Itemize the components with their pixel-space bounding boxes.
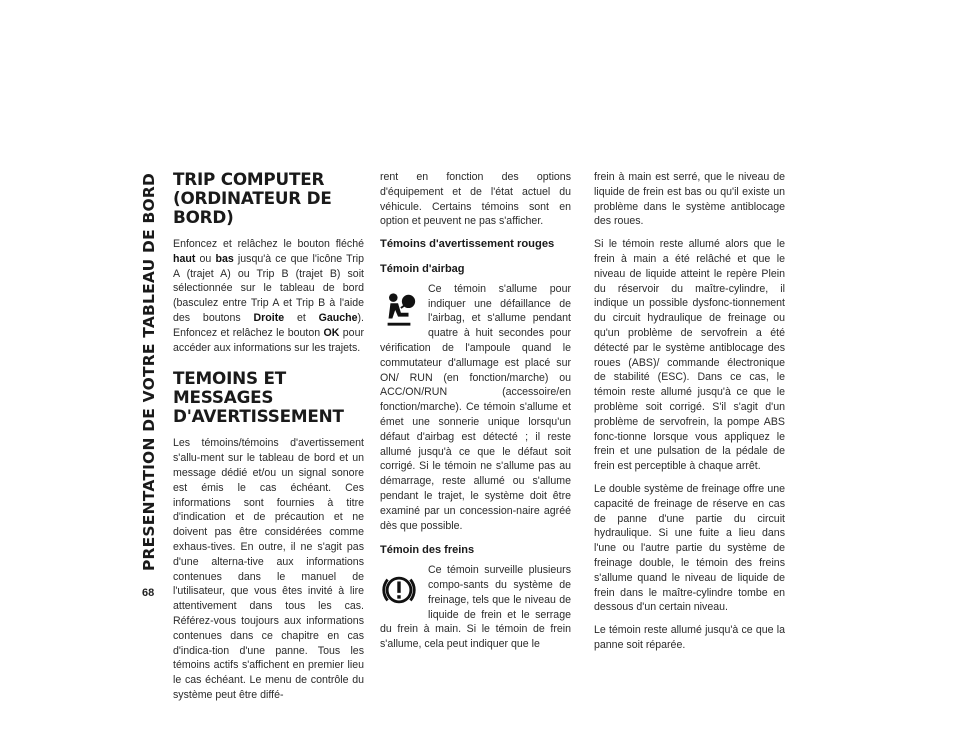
airbag-text: Ce témoin s'allume pour indiquer une défaillance de l'airbag, et s'allume pendant quatre à huit secondes pour vérification de l'ampoule quand le commutateur d'allumage est placé sur ON/ RUN (en fonction/marche) ou ACC/ON/RUN (accessoire/en fonction/marche). Ce témoin s'allume et émet une sonnerie unique lorsqu'un défaut d'airbag est détecté ; il reste allumé jusqu'à ce que le défaut soit corrigé. Si le témoin ne s'allume pas au démarrage, reste allumé ou s'allume pendant le trajet, le système doit être examiné par un concession-naire agréé dès que possible. <box>380 282 571 532</box>
text-run: et <box>284 311 319 324</box>
text-run: ou <box>195 252 216 265</box>
subheading-red-warnings: Témoins d'avertissement rouges <box>380 238 555 251</box>
paragraph-trip-computer <box>173 237 364 355</box>
paragraph-continued: rent en fonction des options d'équipement et de l'état actuel du véhicule. Certains témoins sont en option et peuvent ne pas s'afficher. <box>380 171 571 228</box>
heading-temoins: TEMOINS ET MESSAGES D'AVERTISSEMENT <box>173 368 344 427</box>
paragraph-brake-malfunction: Si le témoin reste allumé alors que le frein à main a été relâché et que le niveau de liquide atteint le repère Plein du réservoir du maître-cylindre, il indique un possible dysfonc-tionnement du circuit hydraulique de freinage ou qu'un problème de servofrein a été détecté par le système antiblocage des roues (ABS)/ commande électronique de stabilité (ESC). Dans ce cas, le témoin reste allumé jusqu'à ce que le problème soit corrigé. S'il s'agit d'un problème de servofrein, la pompe ABS fonc-tionne lorsque vous appliquez le frein et une pulsation de la pédale de frein est perceptible à chaque arrêt. <box>594 238 785 473</box>
title-brake: Témoin des freins <box>380 544 475 557</box>
paragraph-airbag <box>380 282 571 534</box>
paragraph-until-repaired: Le témoin reste allumé jusqu'à ce que la panne soit réparée. <box>594 624 785 651</box>
keyword-bas: bas <box>215 252 234 265</box>
keyword-droite: Droite <box>253 311 285 324</box>
text-run: jusqu'à ce que l'icône Trip A (trajet A) ou Trip B (trajet B) soit sélectionnée sur le tableau de bord (basculez entre Trip A et Trip B à l'aide des boutons <box>173 252 365 324</box>
paragraph-brake <box>380 563 571 652</box>
column-3 <box>594 170 785 661</box>
side-section-tab <box>138 172 160 572</box>
airbag-warning-icon <box>380 290 420 330</box>
brake-warning-icon <box>380 571 420 611</box>
paragraph-brake-continued: frein à main est serré, que le niveau de liquide de frein est bas ou qu'il existe un problème dans le système antiblocage des roues. <box>594 171 785 228</box>
column-1 <box>173 170 364 711</box>
heading-trip-computer: TRIP COMPUTER (ORDINATEUR DE BORD) <box>173 169 332 227</box>
brake-text: Ce témoin surveille plusieurs compo-sants du système de freinage, tels que le niveau de liquide de frein et le serrage du frein à main. Si le témoin de frein s'allume, cela peut indiquer que le <box>380 564 571 651</box>
text-run: pour accéder aux informations sur les trajets. <box>173 326 364 354</box>
column-2 <box>380 170 571 660</box>
text-run: ). Enfoncez et relâchez le bouton <box>173 311 364 339</box>
keyword-gauche: Gauche <box>318 311 358 324</box>
page-number: 68 <box>142 587 155 599</box>
text-run: Enfoncez et relâchez le bouton fléché <box>173 238 364 250</box>
paragraph-dual-brake: Le double système de freinage offre une capacité de freinage de réserve en cas de panne d'une partie du circuit hydraulique. Si une fuite a lieu dans l'une ou l'autre partie du système de freinage double, le témoin des freins s'allume quand le niveau de liquide de frein dans le maître-cylindre tombe en dessous d'un certain niveau. <box>594 482 785 614</box>
paragraph-temoins: Les témoins/témoins d'avertissement s'allu-ment sur le tableau de bord et un message dédié et/ou un signal sonore est émis le cas échéant. Ces informations sont fournies à titre d'indication et de précaution et ne doivent pas être considérées comme exhaus-tives. En outre, il ne s'agit pas d'une alterna-tive aux informations contenues dans le manuel de l'utilisateur, que vous êtes invité à lire attentivement dans tous les cas. Référez-vous toujours aux informations contenues dans ce chapitre en cas d'indica-tion d'une panne. Tous les témoins actifs s'affichent en premier lieu le cas échéant. Le menu de contrôle du système peut être diffé- <box>173 437 364 701</box>
side-section-title: PRESENTATION DE VOTRE TABLEAU DE BORD <box>140 172 158 572</box>
title-airbag: Témoin d'airbag <box>380 262 465 275</box>
keyword-ok: OK <box>323 326 340 339</box>
keyword-haut: haut <box>173 252 196 265</box>
